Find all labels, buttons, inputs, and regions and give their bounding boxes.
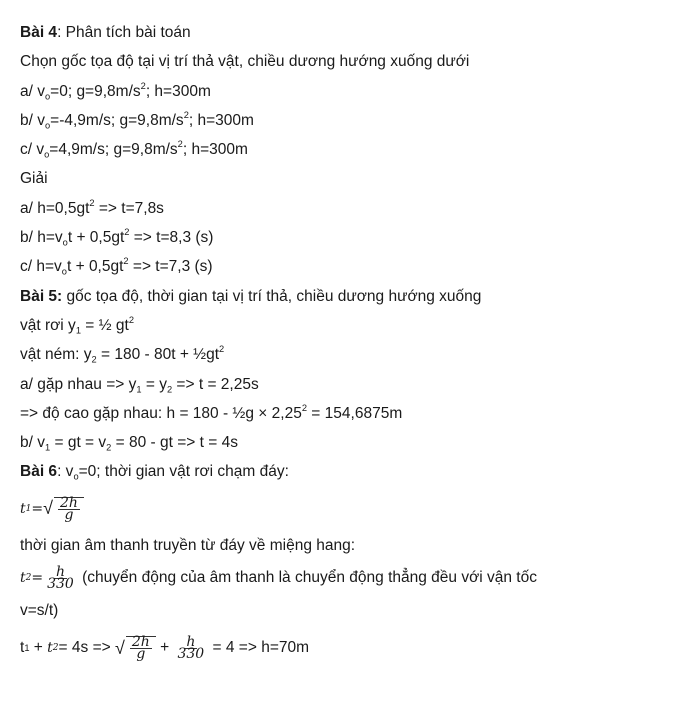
t: = gt = v — [50, 434, 107, 452]
b5-line-3 — [20, 370, 670, 399]
sup: 2 — [124, 227, 130, 238]
t: = y — [141, 375, 167, 393]
b6-line-2: thời gian âm thanh truyền từ đáy về miệng hang: — [20, 536, 356, 554]
b6-title: Bài 6 — [20, 463, 58, 481]
numerator: 2h — [60, 494, 78, 511]
t: => t = 2,25s — [172, 375, 259, 393]
t: t — [20, 570, 26, 587]
sub: o — [62, 237, 68, 248]
numerator: 2h — [131, 634, 150, 651]
document — [20, 18, 670, 669]
t: = — [31, 500, 44, 517]
b5-title-rest: gốc tọa độ, thời gian tại vị trí thả, chiều dương hướng xuống — [62, 287, 482, 305]
b6-heading — [20, 457, 670, 486]
b4-heading — [20, 18, 670, 47]
b6-line-4: v=s/t) — [20, 602, 59, 620]
t: = — [31, 570, 44, 587]
t: = ½ gt — [80, 316, 129, 334]
b5-line-5 — [20, 428, 670, 457]
t: = 154,6875m — [307, 404, 403, 422]
t: t — [20, 639, 25, 657]
b6-formula-final: t 1 + t 2 = 4s => √ $\frac{2h}{g}$ + $\frac{h}{330}$ = 4 => h=70m — [20, 633, 310, 663]
t: = 4s => — [58, 639, 115, 657]
sup: 2 — [123, 256, 129, 267]
sub: 1 — [75, 325, 81, 336]
b4-case-a — [20, 77, 670, 106]
sub: o — [73, 471, 79, 482]
sqrt — [114, 634, 156, 663]
b5-title: Bài 5: — [20, 287, 63, 305]
t: t — [20, 500, 26, 517]
t: + — [29, 639, 48, 657]
sub: 2 — [166, 383, 173, 394]
sup: 2 — [219, 344, 225, 355]
b4-case-c — [20, 135, 670, 164]
t: t — [47, 640, 53, 657]
t: a/ gặp nhau => y — [20, 375, 137, 393]
t: ; h=300m — [145, 82, 211, 100]
fraction — [130, 634, 152, 663]
sup: 2 — [301, 402, 307, 413]
radical-sign: √ — [43, 498, 53, 519]
b5-line-2 — [20, 340, 670, 369]
fraction — [58, 494, 80, 523]
t: =-4,9m/s; g=9,8m/s — [50, 111, 184, 129]
b4-sol-b — [20, 223, 670, 252]
t: => độ cao gặp nhau: h = 180 - ½g × 2,25 — [20, 404, 302, 422]
b4-sol-a — [20, 194, 670, 223]
t: => t=7,8s — [94, 199, 164, 217]
fraction — [45, 563, 76, 592]
denominator: 330 — [177, 645, 205, 662]
t: t + 0,5gt — [66, 258, 124, 276]
under — [54, 494, 84, 523]
fraction — [175, 633, 206, 662]
sup: 2 — [183, 109, 189, 120]
denominator: 330 — [47, 575, 74, 592]
t: + — [155, 639, 174, 657]
t: b/ v — [20, 434, 45, 452]
b5-line-1 — [20, 311, 670, 340]
denominator: g — [136, 646, 146, 663]
sup: 2 — [128, 315, 134, 325]
b5-heading — [20, 282, 670, 311]
sub: 2 — [91, 354, 97, 365]
b4-title: Bài 4 — [20, 24, 58, 41]
t: => t=8,3 (s) — [129, 229, 214, 247]
t: vật ném: y — [20, 346, 92, 364]
b4-line-setup: Chọn gốc tọa độ tại vị trí thả vật, chiều dương hướng xuống dưới — [20, 53, 470, 71]
t: a/ v — [20, 82, 45, 100]
b5-line-4 — [20, 399, 670, 428]
sub: o — [44, 149, 50, 160]
sub: o — [44, 120, 51, 131]
sup: 2 — [177, 139, 183, 150]
t: =0; thời gian vật rơi chạm đáy: — [78, 463, 289, 481]
b4-giai: Giải — [20, 170, 48, 188]
b4-sol-c — [20, 252, 670, 281]
b6-formula-t1: t 1 = √ $\frac{2h}{g}$ — [20, 487, 670, 531]
b6-formula-t2: t 2 = $\frac{h}{330}$ (chuyển động của âm thanh là chuyển động thẳng đều với vận tốc — [20, 563, 537, 592]
t: b/ h=v — [20, 229, 63, 247]
t: => t=7,3 (s) — [128, 258, 213, 276]
t: ; h=300m — [182, 141, 248, 159]
t: = 80 - gt => t = 4s — [111, 434, 239, 452]
t: (chuyển động của âm thanh là chuyển động thẳng đều với vận tốc — [77, 569, 537, 587]
t: t + 0,5gt — [67, 229, 125, 247]
t: b/ v — [20, 111, 45, 129]
sup: 2 — [140, 80, 146, 91]
t: =0; g=9,8m/s — [50, 82, 141, 100]
t: c/ h=v — [20, 258, 62, 276]
t: c/ v — [20, 141, 45, 159]
t: vật rơi y — [20, 316, 76, 334]
t: : v — [57, 463, 74, 481]
b4-title-rest: : Phân tích bài toán — [57, 24, 191, 41]
numerator: h — [55, 563, 65, 580]
sub: o — [44, 90, 51, 101]
t: ; h=300m — [188, 111, 254, 129]
sub: 1 — [44, 442, 51, 453]
t: = 4 => h=70m — [208, 639, 310, 657]
t: = 180 - 80t + ½gt — [96, 346, 220, 364]
t: a/ h=0,5gt — [20, 199, 90, 217]
denominator: g — [64, 506, 74, 523]
t: =4,9m/s; g=9,8m/s — [49, 141, 178, 159]
under — [126, 634, 156, 663]
sup: 2 — [89, 197, 95, 208]
sub: 2 — [106, 442, 112, 453]
numerator: h — [186, 633, 196, 650]
sub: 1 — [136, 383, 142, 394]
b4-case-b — [20, 106, 670, 135]
sub: o — [61, 266, 67, 277]
radical-sign: √ — [114, 637, 125, 658]
